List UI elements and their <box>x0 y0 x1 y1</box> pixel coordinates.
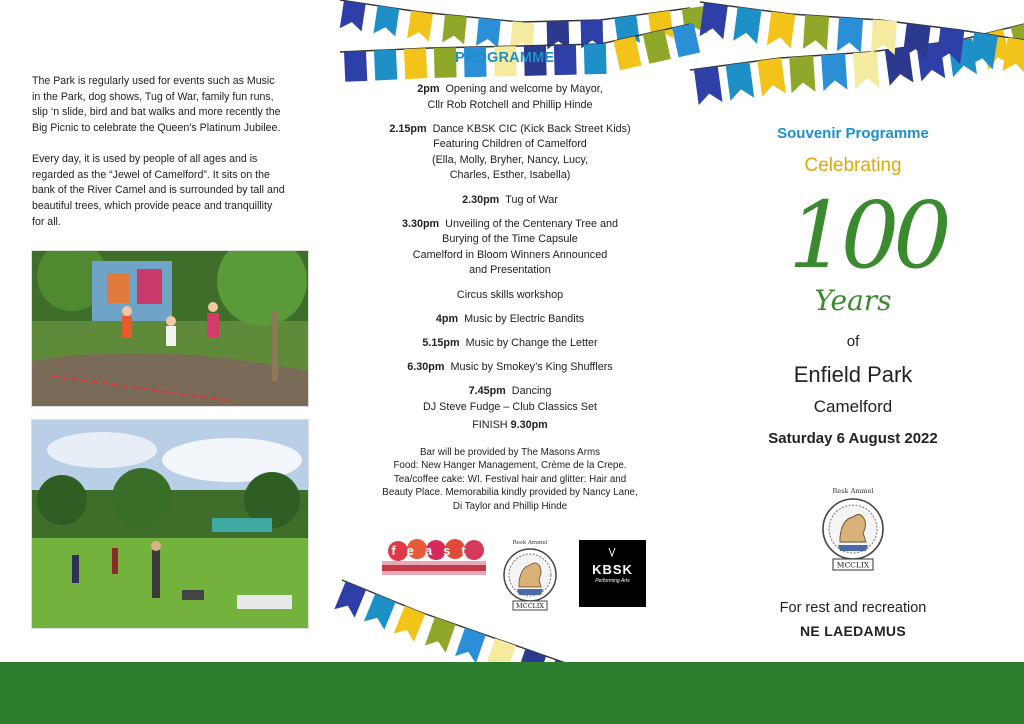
park-paragraph-1: The Park is regularly used for events such as Music in the Park, dog shows, Tug of War, family fun runs, slip ‘n slide, bird and bat walks and more recently the Big Picnic to celebrate the Queen’s Platinum Jubilee. <box>32 75 281 135</box>
kbsk-logo-subtext: Performing Arts <box>595 578 630 584</box>
motto-text: NE LAEDAMUS <box>800 623 906 639</box>
finish-label: FINISH <box>472 419 508 431</box>
photo-children-running <box>31 250 309 407</box>
kbsk-logo <box>579 540 646 607</box>
crest-small-bottom-text: MCCLIX <box>515 602 545 610</box>
bunting-flag <box>853 52 879 90</box>
bunting-flag <box>476 18 501 48</box>
programme-description: Music by Smokey’s King Shufflers <box>450 360 613 373</box>
kbsk-logo-text: KBSK <box>592 562 633 577</box>
programme-description: Unveiling of the Centenary Tree and <box>445 217 619 230</box>
programme-description: Opening and welcome by Mayor, <box>445 83 603 95</box>
programme-description: Camelford in Bloom Winners Announced <box>412 248 608 261</box>
programme-description: Dance KBSK CIC (Kick Back Street Kids) <box>432 122 631 135</box>
bunting-flag <box>340 1 366 32</box>
bunting-flag <box>404 48 427 79</box>
bunting-flag <box>643 30 671 64</box>
programme-description: (Ella, Molly, Bryher, Nancy, Lucy, <box>431 153 588 166</box>
town-name: Camelford <box>813 397 893 416</box>
credits-text: Bar will be provided by The Masons Arms Food: New Hanger Management, Crème de la Crepe. Tea/coffee cake: WI. Festival hair and glitter: Hair and Beauty Place. Memorabilia kindly provided by Nancy Lane, Di Taylor and Phillip Hinde <box>382 447 638 512</box>
crest-large-bottom-text: MCCLIX <box>836 560 870 570</box>
programme-description: Music by Change the Letter <box>465 336 598 349</box>
programme-item <box>360 193 660 209</box>
bunting-flag <box>789 56 815 94</box>
programme-description: DJ Steve Fudge – Club Classics Set <box>422 400 598 413</box>
feast-logo-text: feast <box>391 543 477 558</box>
bunting-flag <box>733 7 761 44</box>
park-name: Enfield Park <box>793 362 913 387</box>
bunting-flag <box>699 3 727 40</box>
souvenir-programme-heading: Souvenir Programme <box>777 125 929 142</box>
of-text: of <box>846 333 860 350</box>
finish-time: 9.30pm <box>510 419 548 431</box>
programme-description: Cllr Rob Rotchell and Phillip Hinde <box>427 98 593 111</box>
programme-item <box>360 312 660 328</box>
programme-item <box>360 336 660 352</box>
park-description <box>32 74 312 245</box>
celebrating-text: Celebrating <box>804 155 902 176</box>
footer-band <box>0 662 1024 724</box>
bunting-flag <box>767 12 795 49</box>
crest-large-top-text: Resk Ammel <box>832 487 874 495</box>
programme-item <box>360 360 660 376</box>
programme-time: 5.15pm <box>422 336 460 349</box>
bunting-flag <box>344 51 367 82</box>
programme-description: Charles, Esther, Isabella) <box>449 169 571 182</box>
years-text: Years <box>814 284 892 317</box>
programme-time: 3.30pm <box>401 217 440 230</box>
programme-time: 2.15pm <box>389 122 427 135</box>
bunting-flag <box>672 23 700 57</box>
photo-park-event <box>31 419 309 629</box>
bunting-flag <box>584 44 607 75</box>
bunting-flag <box>554 45 577 76</box>
finish-line <box>360 419 660 431</box>
rest-recreation-text: For rest and recreation <box>779 600 927 616</box>
programme-item <box>360 122 660 184</box>
crest-small-top-text: Resk Ammel <box>512 540 548 546</box>
event-date: Saturday 6 August 2022 <box>768 430 938 447</box>
programme-description: and Presentation <box>469 264 551 277</box>
programme-time: 2.30pm <box>462 193 500 206</box>
programme-time: 7.45pm <box>468 384 506 397</box>
bunting-flag <box>394 606 426 642</box>
bunting-flag <box>442 14 467 44</box>
programme-item <box>360 288 660 304</box>
programme-description: Dancing <box>511 384 552 397</box>
bunting-flag <box>837 17 863 53</box>
town-crest-small <box>497 537 563 617</box>
bunting-flag <box>803 15 829 51</box>
park-paragraph-2: Every day, it is used by people of all ages and is regarded as the “Jewel of Camelford”. It sits on the bank of the River Camel and is surrounded by tall and beautiful trees, which provide peace and tranquillity for all. <box>32 152 285 228</box>
bunting-flag <box>407 11 433 42</box>
town-crest-large <box>815 485 891 577</box>
programme-description: Featuring Children of Camelford <box>433 138 587 151</box>
programme-time: 2pm <box>417 83 440 95</box>
programme-time: 6.30pm <box>407 360 445 373</box>
bunting-flag <box>364 594 396 630</box>
programme-item <box>360 82 660 113</box>
bunting-flag <box>374 50 397 81</box>
bunting-flag <box>334 582 366 618</box>
programme-item <box>360 384 660 415</box>
programme-description: Tug of War <box>505 193 558 206</box>
feast-logo <box>380 537 488 581</box>
bunting-flag <box>821 54 847 92</box>
programme-heading: PROGRAMME <box>455 50 555 66</box>
hundred-numeral: 100 <box>788 182 946 289</box>
programme-time: 4pm <box>435 312 459 325</box>
bunting-flag <box>373 6 399 37</box>
programme-description: Burying of the Time Capsule <box>442 233 578 246</box>
bunting-flag <box>434 47 457 77</box>
programme-description: Circus skills workshop <box>456 288 564 301</box>
programme-schedule <box>360 82 660 424</box>
bunting-flag <box>726 62 755 101</box>
programme-description: Music by Electric Bandits <box>464 312 585 325</box>
bunting-flag <box>757 58 786 97</box>
bunting-flag <box>694 66 723 105</box>
programme-item <box>360 217 660 279</box>
